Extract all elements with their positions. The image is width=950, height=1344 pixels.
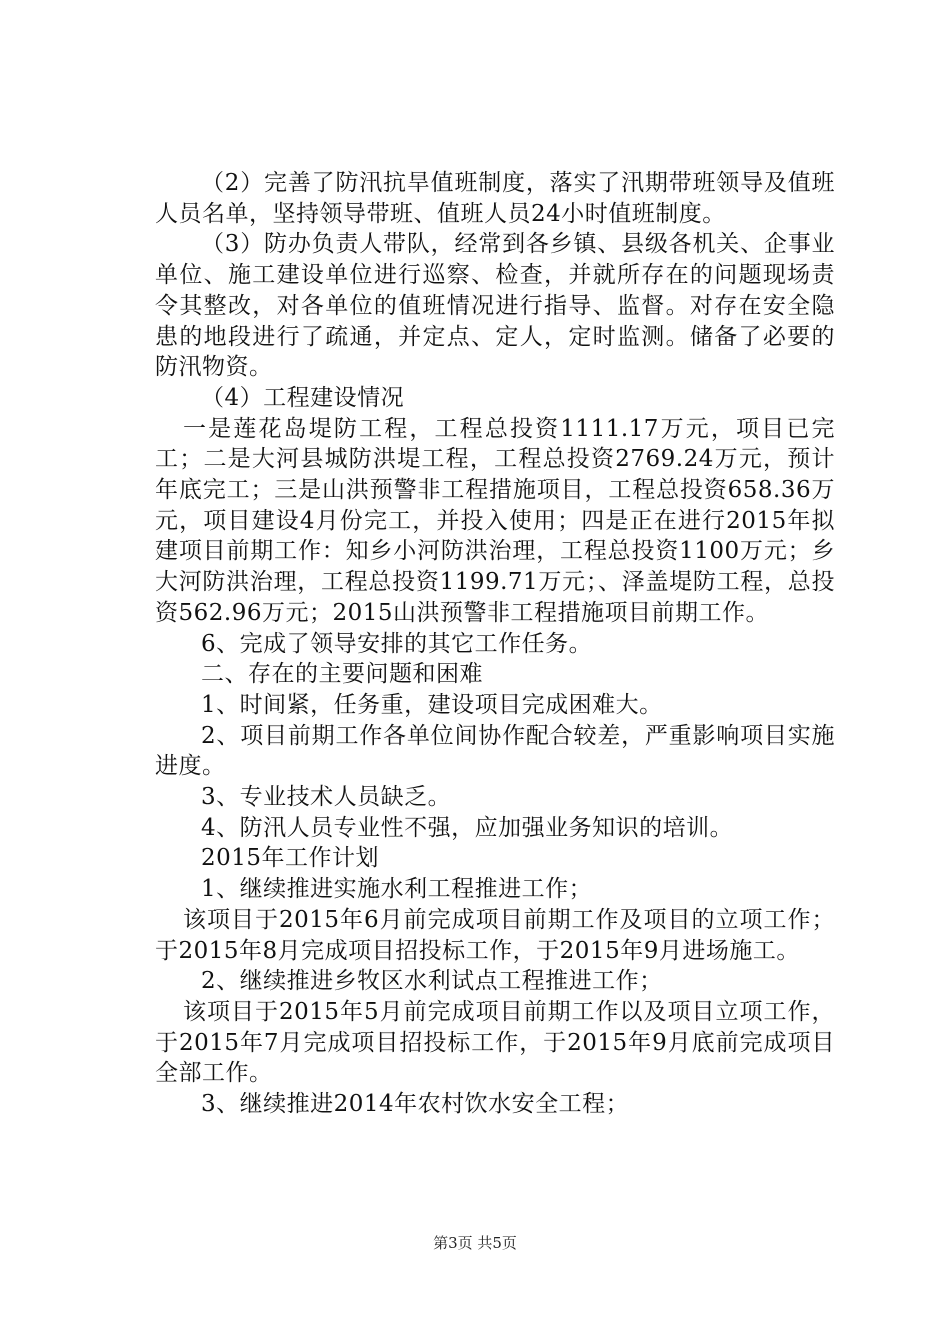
- list-item-plan-3: 3、继续推进2014年农村饮水安全工程；: [201, 1091, 630, 1118]
- list-item-plan-2: 2、继续推进乡牧区水利试点工程推进工作；: [201, 968, 663, 995]
- list-item-problem-3: 3、专业技术人员缺乏。: [201, 784, 452, 811]
- paragraph-plan-2-detail: 该项目于2015年5月前完成项目前期工作以及项目立项工作，于2015年7月完成项目招投标工作，于2015年9月底前完成项目全部工作。: [155, 998, 835, 1087]
- paragraph-inspection: （3）防办负责人带队，经常到各乡镇、县级各机关、企事业单位、施工建设单位进行巡察、检查，并就所存在的问题现场责令其整改，对各单位的值班情况进行指导、监督。对存在安全隐患的地段进行了疏通，并定点、定人，定时监测。储备了必要的防汛物资。: [155, 231, 835, 381]
- paragraph-heading-construction: （4）工程建设情况: [201, 384, 405, 411]
- list-item-problem-2: 2、项目前期工作各单位间协作配合较差，严重影响项目实施进度。: [155, 722, 835, 780]
- section-heading-plan: 2015年工作计划: [201, 845, 380, 872]
- paragraph-projects: 一是莲花岛堤防工程，工程总投资1111.17万元，项目已完工；二是大河县城防洪堤工程，工程总投资2769.24万元，预计年底完工；三是山洪预警非工程措施项目，工程总投资658.36万元，项目建设4月份完工，并投入使用；四是正在进行2015年拟建项目前期工作：知乡小河防洪治理，工程总投资1100万元；乡大河防洪治理，工程总投资1199.71万元；、泽盖堤防工程，总投资562.96万元；2015山洪预警非工程措施项目前期工作。: [155, 415, 835, 626]
- paragraph-plan-1-detail: 该项目于2015年6月前完成项目前期工作及项目的立项工作；于2015年8月完成项目招投标工作，于2015年9月进场施工。: [155, 906, 835, 964]
- list-item-plan-1: 1、继续推进实施水利工程推进工作；: [201, 876, 593, 903]
- list-item-problem-4: 4、防汛人员专业性不强，应加强业务知识的培训。: [201, 814, 734, 841]
- paragraph-duty-system: （2）完善了防汛抗旱值班制度，落实了汛期带班领导及值班人员名单，坚持领导带班、值班人员24小时值班制度。: [155, 170, 835, 227]
- section-heading-problems: 二、存在的主要问题和困难: [201, 661, 483, 688]
- paragraph-other-tasks: 6、完成了领导安排的其它工作任务。: [201, 630, 593, 657]
- document-body: [155, 168, 835, 1120]
- page-number-footer: 第3页 共5页: [433, 1234, 517, 1252]
- list-item-problem-1: 1、时间紧，任务重，建设项目完成困难大。: [201, 691, 663, 718]
